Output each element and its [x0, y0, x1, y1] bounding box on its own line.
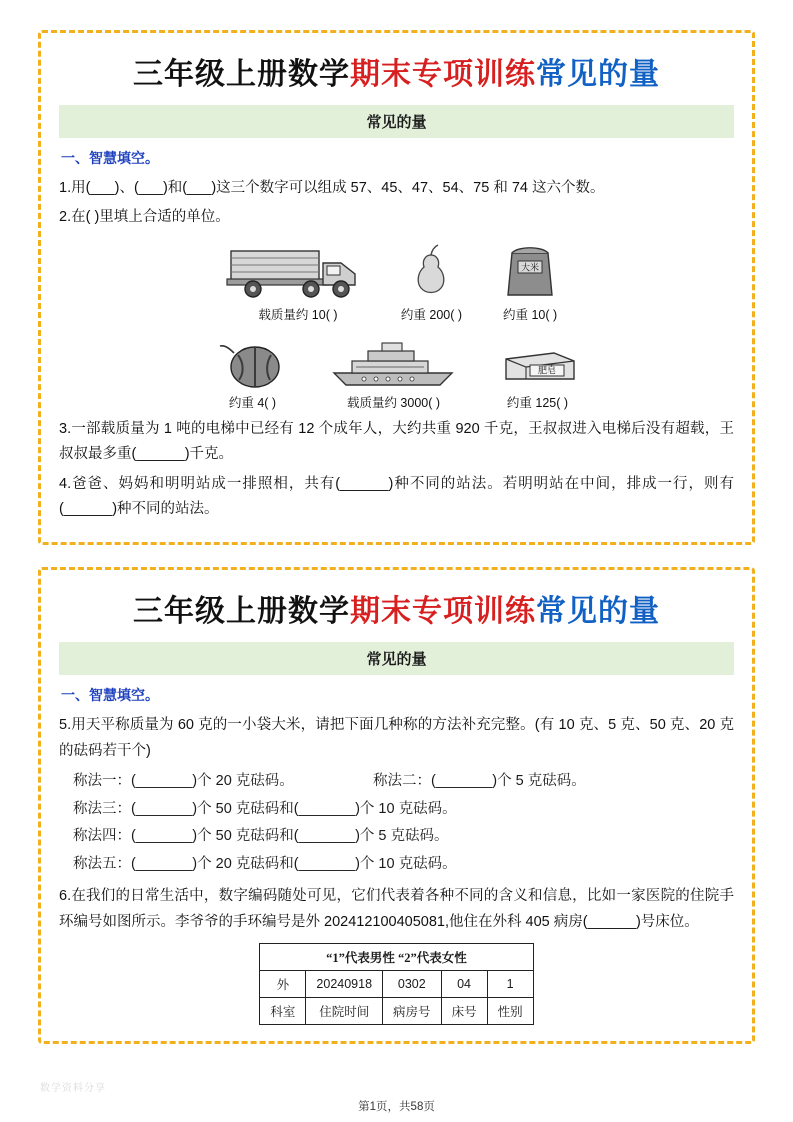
figure-pear — [401, 241, 462, 323]
figure-truck — [223, 241, 373, 323]
worksheet-card-1 — [38, 30, 755, 545]
table-cell: 0302 — [383, 970, 442, 997]
table-cell: 住院时间 — [306, 997, 383, 1024]
ship-icon — [324, 333, 464, 391]
section-band-2: 常见的量 — [59, 642, 734, 675]
method-row-1 — [73, 768, 734, 796]
table-row — [260, 970, 533, 997]
rice-bag-icon — [490, 241, 570, 303]
figure-row-1 — [59, 241, 734, 323]
method-one: 称法一：(_______)个 20 克砝码。 — [73, 773, 294, 789]
question-3: 3.一部载质量为 1 吨的电梯中已经有 12 个成年人，大约共重 920 千克，王叔叔进入电梯后没有超载，王叔叔最多重(______)千克。 — [59, 420, 734, 463]
watermark: 数学资料分享 — [40, 1083, 106, 1094]
question-1: 1.用(___)、(___)和(___)这三个数字可以组成 57、45、47、54、75 和 74 这六个数。 — [59, 180, 605, 196]
title2-part-grade: 三年级上册数学 — [133, 595, 350, 629]
question-2: 2.在( )里填上合适的单位。 — [59, 209, 230, 226]
figure-caption-pear: 约重 200( ) — [400, 307, 463, 322]
section-heading-1: 一、智慧填空。 — [61, 150, 159, 166]
figure-soap-box — [492, 333, 584, 411]
method-two: 称法二：(_______)个 5 克砝码。 — [373, 773, 586, 789]
method-row-4: 称法五：(_______)个 20 克砝码和(_______)个 10 克砝码。 — [73, 855, 457, 872]
table-cell: 1 — [487, 970, 533, 997]
svg-text:肥皂: 肥皂 — [537, 365, 556, 376]
figure-caption-ship: 载质量约 3000( ) — [346, 395, 441, 410]
table-cell: 性别 — [487, 997, 533, 1024]
bracelet-table-wrap — [59, 943, 734, 1025]
table-cell: 04 — [441, 970, 487, 997]
title-part-topic: 常见的量 — [536, 58, 660, 91]
title2-part-exam: 期末专项训练 — [350, 595, 536, 629]
bracelet-table — [259, 943, 533, 1025]
figure-caption-rice-bag: 约重 10( ) — [502, 307, 558, 322]
figure-caption-soap-box: 约重 125( ) — [506, 395, 569, 410]
truck-icon — [223, 241, 373, 303]
page-title-2 — [59, 586, 734, 630]
table-header-note: “1”代表男性 “2”代表女性 — [260, 943, 533, 970]
question-5: 5.用天平称质量为 60 克的一小袋大米，请把下面几种称的方法补充完整。(有 10 克、5 克、50 克、20 克的砝码若干个) — [59, 717, 734, 759]
title-part-grade: 三年级上册数学 — [133, 58, 350, 91]
figure-caption-watermelon: 约重 4( ) — [228, 395, 277, 410]
title-part-exam: 期末专项训练 — [350, 58, 536, 91]
table-row — [260, 997, 533, 1024]
figure-caption-truck: 载质量约 10( ) — [258, 307, 338, 322]
table-cell: 外 — [260, 970, 306, 997]
method-row-2: 称法三：(_______)个 50 克砝码和(_______)个 10 克砝码。 — [73, 800, 457, 817]
section-band-1: 常见的量 — [59, 105, 734, 138]
worksheet-card-2 — [38, 567, 755, 1044]
figure-row-2 — [59, 333, 734, 411]
svg-text:大米: 大米 — [521, 262, 540, 273]
figure-rice-bag — [490, 241, 570, 323]
pear-icon — [401, 241, 461, 303]
figure-group-units — [59, 241, 734, 411]
page-footer: 第1页，共58页 — [358, 1101, 435, 1113]
page-title-1 — [59, 49, 734, 93]
question-6: 6.在我们的日常生活中，数字编码随处可见，它们代表着各种不同的含义和信息，比如一家医院的住院手环编号如图所示。李爷爷的手环编号是外 202412100405081,他住在外科 405 病房(______)号床位。 — [59, 888, 734, 930]
method-row-3: 称法四：(_______)个 50 克砝码和(_______)个 5 克砝码。 — [73, 828, 449, 845]
table-cell: 科室 — [260, 997, 306, 1024]
section-heading-2: 一、智慧填空。 — [61, 687, 159, 704]
table-cell: 20240918 — [306, 970, 383, 997]
figure-ship — [324, 333, 464, 411]
title2-part-topic: 常见的量 — [536, 595, 660, 629]
figure-watermelon — [210, 333, 296, 411]
table-cell: 床号 — [441, 997, 487, 1024]
table-cell: 病房号 — [383, 997, 442, 1024]
soap-box-icon — [492, 333, 584, 391]
question-4: 4.爸爸、妈妈和明明站成一排照相，共有(______)种不同的站法。若明明站在中间，排成一行，则有(______)种不同的站法。 — [59, 475, 734, 517]
table-row-note — [260, 943, 533, 970]
watermelon-icon — [210, 333, 296, 391]
